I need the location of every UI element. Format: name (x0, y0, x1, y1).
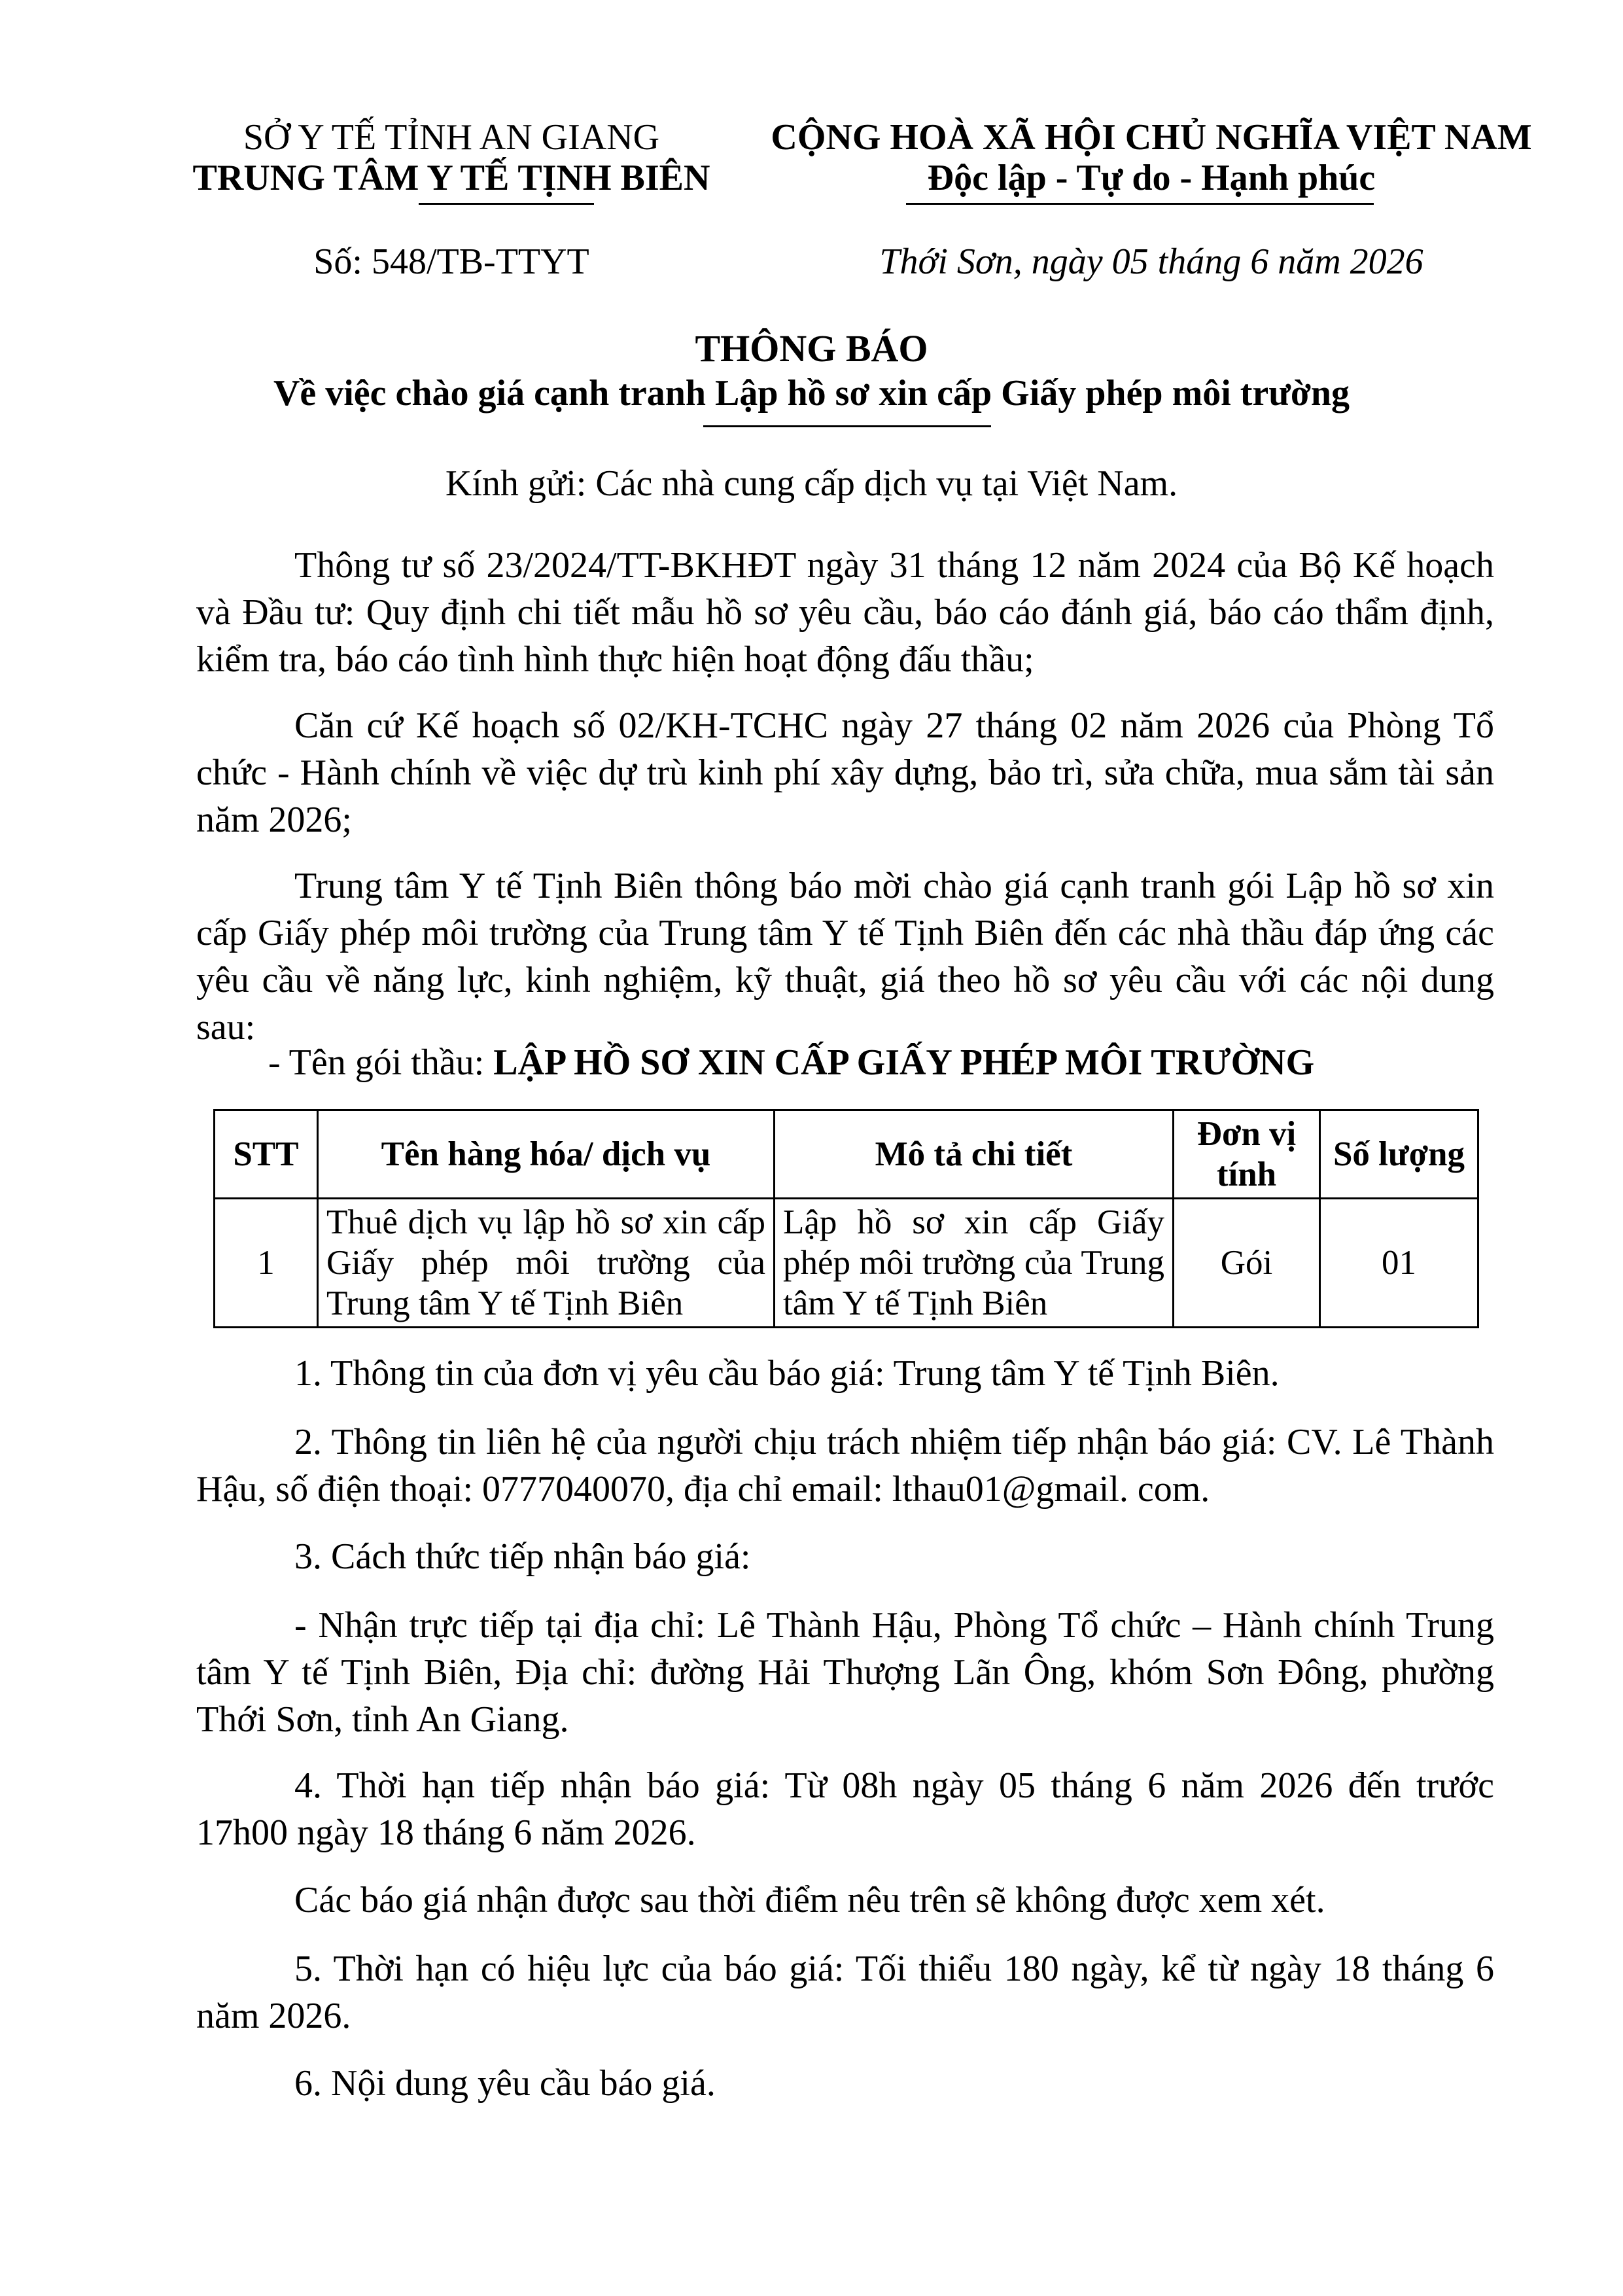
package-label: - Tên gói thầu: (268, 1042, 494, 1083)
item-5: 5. Thời hạn có hiệu lực của báo giá: Tối thiểu 180 ngày, kể từ ngày 18 tháng 6 năm 2026. (196, 1949, 1494, 2036)
header-description: Mô tả chi tiết (775, 1110, 1174, 1199)
package-line (268, 1039, 1314, 1086)
goods-table (213, 1109, 1479, 1328)
national-motto: Độc lập - Tự do - Hạnh phúc (927, 158, 1376, 198)
item-2: 2. Thông tin liên hệ của người chịu trách nhiệm tiếp nhận báo giá: CV. Lê Thành Hậu, số điện thoại: 0777040070, địa chỉ email: lthau01@gmail. com. (196, 1422, 1494, 1510)
item-4-note: Các báo giá nhận được sau thời điểm nêu trên sẽ không được xem xét. (294, 1880, 1325, 1920)
header-item-name: Tên hàng hóa/ dịch vụ (318, 1110, 775, 1199)
document-number: Số: 548/TB-TTYT (313, 241, 589, 282)
motto-underline (906, 203, 1374, 205)
cell-stt: 1 (215, 1199, 318, 1328)
header-unit: Đơn vị tính (1174, 1110, 1320, 1199)
national-title: CỘNG HOÀ XÃ HỘI CHỦ NGHĨA VIỆT NAM (771, 117, 1532, 158)
item-3: 3. Cách thức tiếp nhận báo giá: (294, 1536, 751, 1577)
document-subtitle: Về việc chào giá cạnh tranh Lập hồ sơ xin cấp Giấy phép môi trường (273, 373, 1350, 414)
recipient: Kính gửi: Các nhà cung cấp dịch vụ tại Việt Nam. (445, 463, 1178, 504)
cell-item-name: Thuê dịch vụ lập hồ sơ xin cấp Giấy phép môi trường của Trung tâm Y tế Tịnh Biên (318, 1199, 775, 1328)
agency-underline (419, 203, 594, 205)
item-1: 1. Thông tin của đơn vị yêu cầu báo giá: Trung tâm Y tế Tịnh Biên. (294, 1353, 1280, 1394)
header-stt: STT (215, 1110, 318, 1199)
cell-unit: Gói (1174, 1199, 1320, 1328)
paragraph-invitation: Trung tâm Y tế Tịnh Biên thông báo mời chào giá cạnh tranh gói Lập hồ sơ xin cấp Giấy phép môi trường của Trung tâm Y tế Tịnh Biên đến các nhà thầu đáp ứng các yêu cầu về năng lực, kinh nghiệm, kỹ thuật, giá theo hồ sơ yêu cầu với các nội dung sau: (196, 866, 1494, 1048)
item-4: 4. Thời hạn tiếp nhận báo giá: Từ 08h ngày 05 tháng 6 năm 2026 đến trước 17h00 ngày 18 tháng 6 năm 2026. (196, 1765, 1494, 1853)
header-quantity: Số lượng (1320, 1110, 1478, 1199)
document-title: THÔNG BÁO (695, 327, 928, 370)
title-underline (703, 425, 991, 427)
table-header-row (215, 1110, 1478, 1199)
item-6: 6. Nội dung yêu cầu báo giá. (294, 2063, 716, 2104)
package-name: LẬP HỒ SƠ XIN CẤP GIẤY PHÉP MÔI TRƯỜNG (493, 1042, 1315, 1083)
paragraph-legal-basis-1: Thông tư số 23/2024/TT-BKHĐT ngày 31 tháng 12 năm 2024 của Bộ Kế hoạch và Đầu tư: Quy định chi tiết mẫu hồ sơ yêu cầu, báo cáo đánh giá, báo cáo thẩm định, kiểm tra, báo cáo tình hình thực hiện hoạt động đấu thầu; (196, 545, 1494, 680)
cell-quantity: 01 (1320, 1199, 1478, 1328)
place-date: Thới Sơn, ngày 05 tháng 6 năm 2026 (879, 241, 1423, 282)
table-row (215, 1199, 1478, 1328)
cell-description: Lập hồ sơ xin cấp Giấy phép môi trường của Trung tâm Y tế Tịnh Biên (775, 1199, 1174, 1328)
item-3a: - Nhận trực tiếp tại địa chỉ: Lê Thành Hậu, Phòng Tổ chức – Hành chính Trung tâm Y tế Tịnh Biên, Địa chỉ: đường Hải Thượng Lãn Ông, khóm Sơn Đông, phường Thới Sơn, tỉnh An Giang. (196, 1605, 1494, 1740)
agency-name: TRUNG TÂM Y TẾ TỊNH BIÊN (192, 158, 710, 198)
agency-parent: SỞ Y TẾ TỈNH AN GIANG (243, 117, 660, 158)
paragraph-legal-basis-2: Căn cứ Kế hoạch số 02/KH-TCHC ngày 27 tháng 02 năm 2026 của Phòng Tổ chức - Hành chính về việc dự trù kinh phí xây dựng, bảo trì, sửa chữa, mua sắm tài sản năm 2026; (196, 705, 1494, 840)
